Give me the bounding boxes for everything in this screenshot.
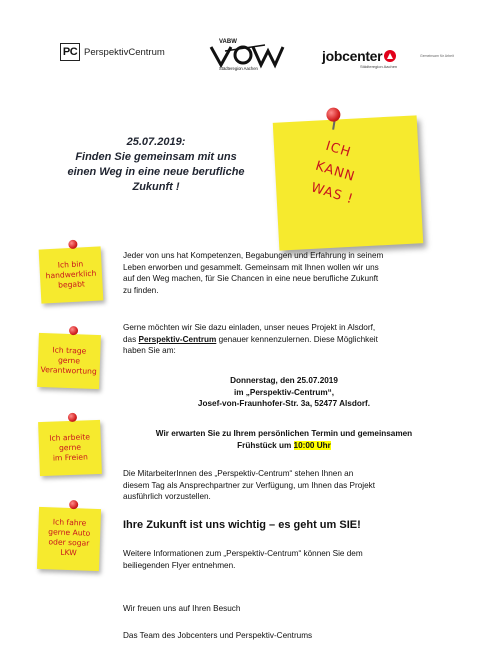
event-details: [123, 375, 445, 410]
paragraph-line: Die MitarbeiterInnen des „Perspektiv-Centrum“ stehen Ihnen an: [123, 469, 354, 478]
vabw-logo-mark-icon: [205, 39, 285, 69]
pushpin-icon: [68, 413, 77, 422]
intro-paragraph: [123, 250, 445, 296]
sticky-note-text: [39, 517, 98, 559]
event-date: Donnerstag, den 25.07.2019: [230, 376, 338, 385]
invitation-paragraph: [123, 322, 445, 357]
jobcenter-a-icon: [384, 50, 396, 62]
paragraph-line: diesem Tag als Ansprechpartner zur Verfügung, um Ihnen das Projekt: [123, 480, 375, 490]
pushpin-icon: [68, 240, 77, 249]
sticky-note-line: Ich fahre: [52, 517, 87, 528]
pushpin-icon: [69, 500, 78, 509]
paragraph-line: Weitere Informationen zum „Perspektiv-Centrum“ können Sie dem: [123, 549, 363, 558]
staff-paragraph: [123, 468, 445, 503]
closing-line: Wir freuen uns auf Ihren Besuch: [123, 604, 241, 613]
sticky-note-line: gerne: [58, 442, 82, 453]
sticky-note-line: LKW: [60, 547, 77, 558]
sticky-note-text: [39, 345, 98, 377]
pushpin-icon: [69, 326, 78, 335]
jobcenter-badge: Gemeinsam für Arbeit: [420, 54, 454, 58]
sticky-note: [39, 246, 104, 303]
event-address: Josef-von-Fraunhofer-Str. 3a, 52477 Alsdorf.: [197, 399, 371, 409]
sticky-note-text: [41, 259, 100, 292]
paragraph-line: beiliegenden Flyer entnehmen.: [123, 560, 236, 570]
paragraph-line: zu finden.: [123, 285, 159, 295]
big-note-text: [304, 134, 428, 229]
big-note-line: WAS !: [309, 180, 356, 208]
sticky-note: [38, 420, 102, 476]
paragraph-line: [123, 440, 445, 452]
sticky-note-line: Ich trage: [52, 345, 87, 356]
paragraph-line: ausführlich vorzustellen.: [123, 492, 211, 502]
perspektivcentrum-logo: [60, 43, 165, 61]
sticky-note: [37, 507, 101, 571]
heading-line: 25.07.2019:: [126, 136, 186, 148]
sticky-note-text: [40, 432, 99, 464]
vabw-logo: [205, 39, 285, 73]
jobcenter-logo-text: jobcenter: [322, 48, 383, 64]
appointment-time: 10:00 Uhr: [293, 440, 331, 450]
heading-line: Finden Sie gemeinsam mit uns: [75, 151, 237, 163]
perspektiv-centrum-link: Perspektiv-Centrum: [138, 334, 217, 344]
vabw-logo-text: VABW: [219, 39, 237, 45]
paragraph-line: Wir erwarten Sie zu Ihrem persönlichen Termin und gemeinsamen: [155, 429, 413, 438]
heading-line: Zukunft !: [132, 181, 180, 193]
sticky-note-line: im Freien: [52, 452, 88, 463]
paragraph-line: Jeder von uns hat Kompetenzen, Begabungen und Erfahrung in seinem: [123, 251, 384, 260]
paragraph-line: Leben erworben und gesammelt. Gemeinsam mit Ihnen wollen wir uns: [123, 262, 379, 272]
big-sticky-note: [273, 115, 424, 250]
sticky-note-line: oder sogar: [48, 537, 90, 548]
jobcenter-logo: [322, 48, 454, 69]
sticky-note-line: handwerklich: [45, 268, 97, 281]
big-note-line: ICH: [323, 138, 353, 161]
appointment-notice: [123, 428, 445, 451]
event-location: im „Perspektiv-Centrum“,: [233, 387, 335, 397]
sticky-note-line: Verantwortung: [40, 365, 97, 376]
sticky-note: [37, 333, 101, 389]
paragraph-line: auf den Weg machen, für Sie Chancen in eine neue berufliche Zukunft: [123, 274, 379, 284]
paragraph-line: [123, 334, 445, 346]
text-span: das: [123, 334, 139, 344]
paragraph-line: Gerne möchten wir Sie dazu einladen, unser neues Projekt in Alsdorf,: [123, 323, 376, 332]
big-note-line: KANN: [313, 158, 357, 185]
pc-logo-box: PC: [60, 43, 80, 61]
page-heading: [40, 135, 272, 195]
jobcenter-logo-subtitle: Städteregion Aachen: [360, 64, 398, 69]
sticky-note-line: Ich arbeite: [49, 432, 91, 443]
pc-logo-text: PerspektivCentrum: [84, 46, 165, 58]
sticky-note-line: gerne: [57, 355, 81, 366]
heading-line: einen Weg in eine neue berufliche: [67, 166, 245, 178]
sticky-note-line: Ich bin: [57, 259, 84, 270]
text-span: Frühstück um: [237, 440, 294, 450]
sticky-note-line: begabt: [57, 279, 86, 290]
slogan: Ihre Zukunft ist uns wichtig – es geht um SIE!: [123, 519, 361, 531]
vabw-logo-subtitle: Städteregion Aachen: [219, 66, 258, 71]
text-span: genauer kennenzulernen. Diese Möglichkeit: [216, 334, 378, 344]
paragraph-line: haben Sie am:: [123, 346, 176, 356]
sticky-note-line: gerne Auto: [48, 527, 91, 538]
signature-line: Das Team des Jobcenters und Perspektiv-Centrums: [123, 631, 313, 640]
pushpin-icon: [326, 107, 341, 122]
info-paragraph: [123, 548, 445, 571]
